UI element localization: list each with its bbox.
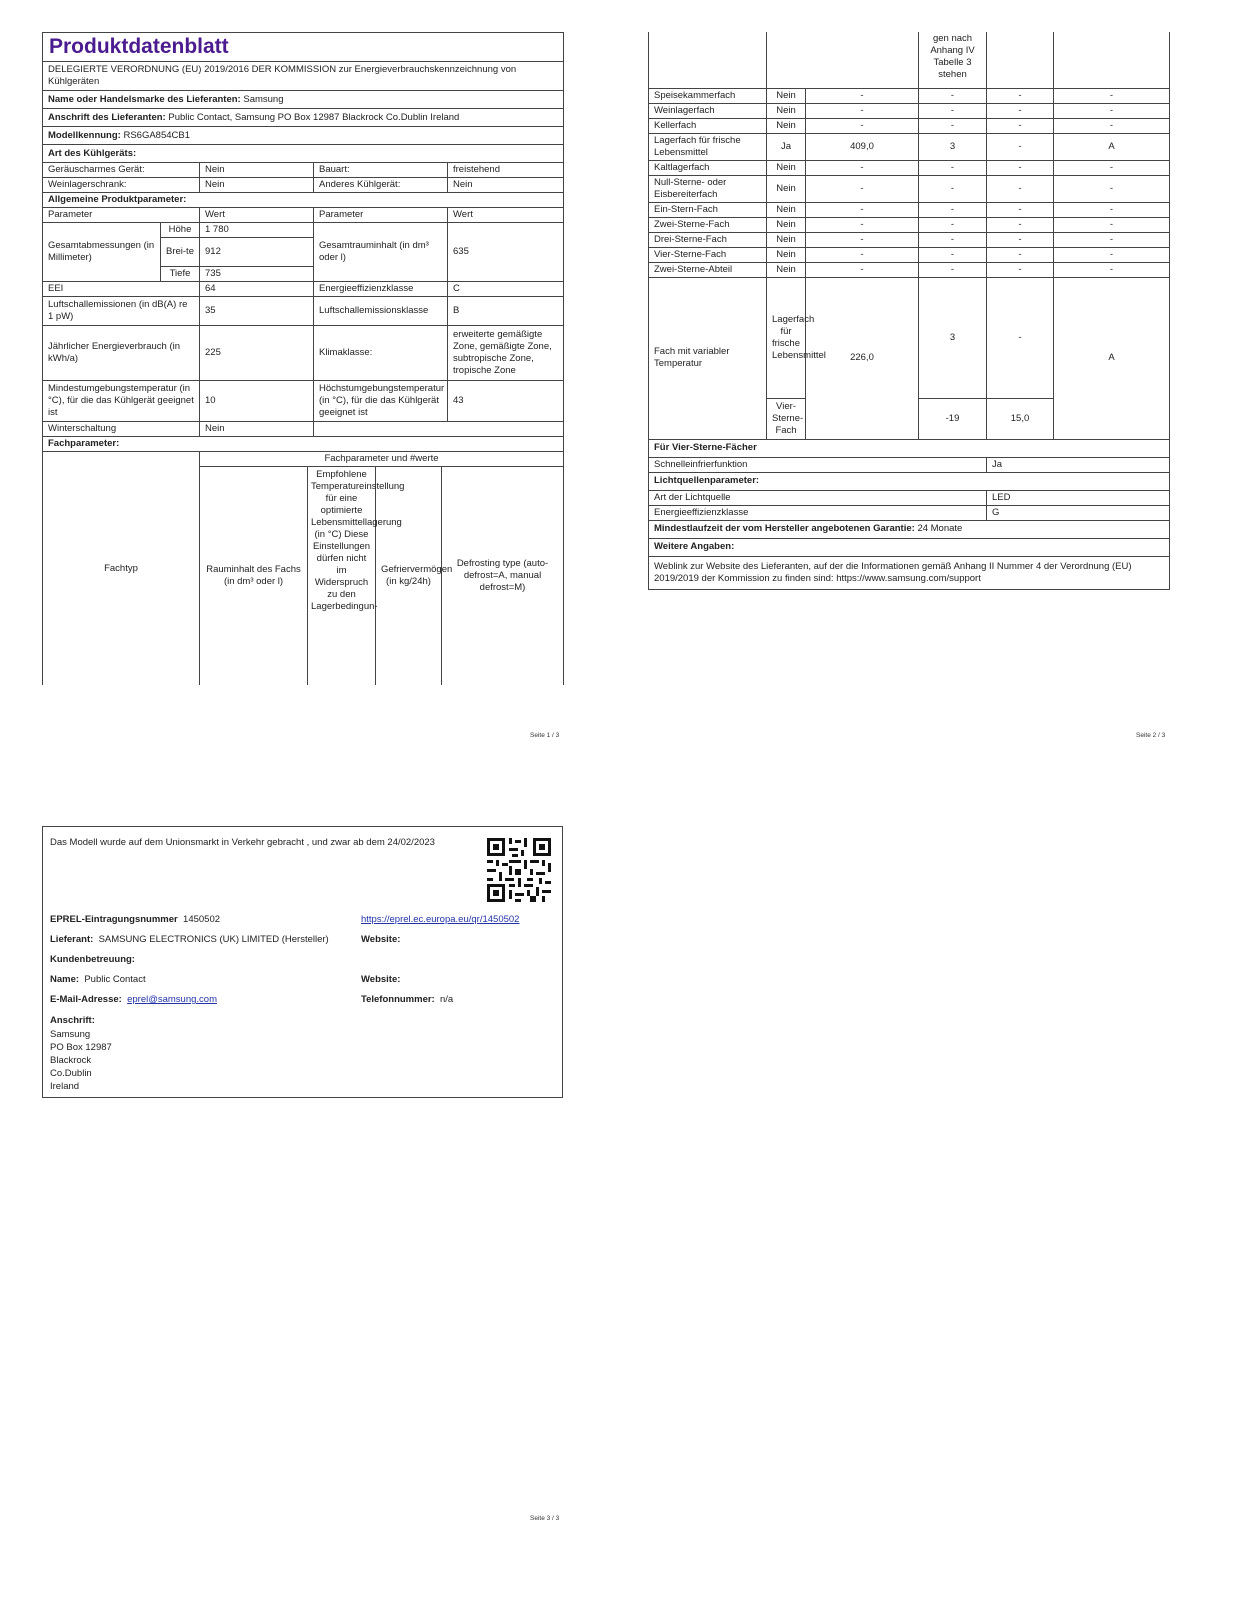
email-link[interactable]: eprel@samsung.com [127,994,217,1005]
compartment-name: Weinlagerfach [649,103,767,118]
winter-empty [314,422,564,437]
cont-temp-text: gen nach Anhang IV Tabelle 3 stehen [919,32,987,88]
compartment-row [649,133,1170,160]
compartment-name: Zwei-Sterne-Abteil [649,262,767,277]
noise-class-value: B [448,297,564,326]
compartment-name: Vier-Sterne-Fach [649,247,767,262]
compartment-freeze: - [987,160,1054,175]
cont-empty-2 [767,32,919,88]
compartment-defrost: - [1054,232,1170,247]
h-fachtyp: Fachtyp [43,452,200,686]
variable-sub1-temp: 3 [919,277,987,398]
compartment-volume: - [806,118,919,133]
address-line: Blackrock [50,1055,92,1066]
annual-value: 225 [200,326,314,381]
col-header-value-2: Wert [448,208,564,223]
compartment-name: Kellerfach [649,118,767,133]
volume-label: Gesamtrauminhalt (in dm³ oder l) [314,223,448,282]
page-2-footer: Seite 2 / 3 [1136,732,1166,739]
model-row: Modellkennung: RS6GA854CB1 [43,127,564,145]
eei-value: 64 [200,282,314,297]
compartment-row [649,202,1170,217]
compartment-row [649,88,1170,103]
climate-label: Klimaklasse: [314,326,448,381]
address-line: PO Box 12987 [50,1042,112,1053]
compartment-present: Nein [767,262,806,277]
compartment-table [648,32,1170,590]
compartment-row [649,262,1170,277]
climate-value: erweiterte gemäßigte Zone, gemäßigte Zone, subtropische Zone, tropische Zone [448,326,564,381]
compartment-temp: - [919,88,987,103]
h-temp: Empfohlene Temperatureinstellung für eine optimierte Lebensmittellagerung (in °C) Diese Einstellungen dürfen nicht im Widerspruch zu den Lagerbedingun- [308,467,376,686]
compartment-present: Nein [767,217,806,232]
page-1-footer: Seite 1 / 3 [530,732,560,739]
max-temp-value: 43 [448,381,564,422]
address-line: Samsung [50,1029,91,1040]
compartment-temp: - [919,262,987,277]
compartment-name: Zwei-Sterne-Fach [649,217,767,232]
compartment-defrost: - [1054,160,1170,175]
four-star-heading: Für Vier-Sterne-Fächer [649,439,1170,457]
variable-sub1-freeze: - [987,277,1054,398]
col-header-value: Wert [200,208,314,223]
fast-freeze-value: Ja [987,457,1170,472]
compartment-temp: - [919,175,987,202]
low-noise-label: Geräuscharmes Gerät: [43,163,200,178]
compartment-volume: - [806,175,919,202]
cont-empty-3 [987,32,1054,88]
compartment-row [649,160,1170,175]
regulation-text: DELEGIERTE VERORDNUNG (EU) 2019/2016 DER KOMMISSION zur Energieverbrauchskennzeichnung von Kühlgeräten [43,62,564,91]
light-class-value: G [987,505,1170,520]
col-header-param-2: Parameter [314,208,448,223]
compartment-freeze: - [987,202,1054,217]
noise-label: Luftschallemissionen (in dB(A) re 1 pW) [43,297,200,326]
compartment-temp: 3 [919,133,987,160]
address-label: Anschrift: [50,1015,95,1026]
variable-sub2: Vier-Sterne-Fach [767,398,806,439]
qr-code-icon [485,836,553,904]
guarantee-row: Mindestlaufzeit der vom Hersteller angebotenen Garantie: 24 Monate [649,520,1170,538]
other-label: Anderes Kühlgerät: [314,178,448,193]
compartment-freeze: - [987,262,1054,277]
supplier-row: Name oder Handelsmarke des Lieferanten: Samsung [43,91,564,109]
compartment-temp: - [919,247,987,262]
compartment-freeze: - [987,103,1054,118]
light-class-label: Energieeffizienzklasse [649,505,987,520]
address-lines [50,1028,112,1093]
annual-label: Jährlicher Energieverbrauch (in kWh/a) [43,326,200,381]
winter-label: Winterschaltung [43,422,200,437]
page-1 [42,32,563,685]
noise-class-label: Luftschallemissionsklasse [314,297,448,326]
page-3-footer: Seite 3 / 3 [530,1515,560,1522]
supplier-row: Lieferant: SAMSUNG ELECTRONICS (UK) LIMITED (Hersteller) [50,934,329,945]
compartment-row [649,232,1170,247]
compartment-temp: - [919,232,987,247]
compartment-row [649,217,1170,232]
compartment-freeze: - [987,88,1054,103]
compartment-defrost: - [1054,118,1170,133]
compartment-volume: - [806,202,919,217]
depth-value: 735 [200,267,314,282]
compartment-freeze: - [987,232,1054,247]
variable-defrost: A [1054,277,1170,439]
compartment-present: Nein [767,175,806,202]
height-label: Höhe [161,223,200,238]
comp-group-header: Fachparameter und #werte [200,452,564,467]
market-text: Das Modell wurde auf dem Unionsmarkt in Verkehr gebracht , und zwar ab dem 24/02/2023 [50,837,435,848]
cont-empty-1 [649,32,767,88]
eclass-value: C [448,282,564,297]
compartment-present: Nein [767,247,806,262]
eei-label: EEI [43,282,200,297]
width-label: Brei-te [161,238,200,267]
page-2 [648,32,1169,590]
compartment-present: Nein [767,202,806,217]
wine-label: Weinlagerschrank: [43,178,200,193]
compartment-name: Drei-Sterne-Fach [649,232,767,247]
compartment-defrost: - [1054,88,1170,103]
email-row: E-Mail-Adresse: eprel@samsung.com [50,994,217,1005]
compartment-present: Ja [767,133,806,160]
compartment-freeze: - [987,133,1054,160]
compartment-defrost: - [1054,217,1170,232]
compartment-name: Null-Sterne- oder Eisbereiterfach [649,175,767,202]
compartment-volume: - [806,88,919,103]
eprel-row: EPREL-Eintragungsnummer 1450502 [50,914,221,925]
compartment-volume: - [806,217,919,232]
variable-vol: 226,0 [806,277,919,439]
compartment-defrost: - [1054,103,1170,118]
compartment-freeze: - [987,247,1054,262]
variable-sub2-freeze: 15,0 [987,398,1054,439]
eprel-link[interactable]: https://eprel.ec.europa.eu/qr/1450502 [361,914,520,925]
compartment-volume: - [806,232,919,247]
contact-name-row: Name: Public Contact [50,974,146,985]
compartment-row [649,175,1170,202]
max-temp-label: Höchstumgebungstemperatur (in °C), für die das Kühlgerät geeignet ist [314,381,448,422]
dims-label: Gesamtabmessungen (in Millimeter) [43,223,161,282]
compartment-name: Lagerfach für frische Lebensmittel [649,133,767,160]
design-value: freistehend [448,163,564,178]
address-line: Co.Dublin [50,1068,92,1079]
compartment-temp: - [919,202,987,217]
compartment-freeze: - [987,118,1054,133]
light-type-label: Art der Lichtquelle [649,490,987,505]
variable-sub1: Lagerfach für frische Lebensmittel [767,277,806,398]
design-label: Bauart: [314,163,448,178]
winter-value: Nein [200,422,314,437]
website-label: Website: [361,934,401,945]
compartment-name: Speisekammerfach [649,88,767,103]
document-title: Produktdatenblatt [43,33,564,62]
compartment-freeze: - [987,217,1054,232]
compartment-defrost: A [1054,133,1170,160]
compartment-present: Nein [767,118,806,133]
compartment-defrost: - [1054,262,1170,277]
noise-value: 35 [200,297,314,326]
compartment-volume: - [806,247,919,262]
min-temp-value: 10 [200,381,314,422]
type-heading: Art des Kühlgeräts: [43,145,564,163]
compartment-row [649,118,1170,133]
compartment-row [649,247,1170,262]
compartment-present: Nein [767,103,806,118]
compartment-temp: - [919,160,987,175]
compartment-defrost: - [1054,175,1170,202]
low-noise-value: Nein [200,163,314,178]
col-header-param: Parameter [43,208,200,223]
compartment-name: Ein-Stern-Fach [649,202,767,217]
comp-heading: Fachparameter: [43,437,564,452]
depth-label: Tiefe [161,267,200,282]
compartment-present: Nein [767,232,806,247]
weblink-text: Weblink zur Website des Lieferanten, auf der die Informationen gemäß Anhang II Nummer 4 der Verordnung (EU) 2019/2019 der Kommission zu finden sind: https://www.samsung.com/support [649,556,1170,589]
h-defrost: Defrosting type (auto-defrost=A, manual defrost=M) [442,467,564,686]
compartment-present: Nein [767,88,806,103]
width-value: 912 [200,238,314,267]
compartment-volume: - [806,262,919,277]
further-heading: Weitere Angaben: [649,538,1170,556]
compartment-defrost: - [1054,247,1170,262]
volume-value: 635 [448,223,564,282]
compartment-temp: - [919,118,987,133]
compartment-defrost: - [1054,202,1170,217]
wine-value: Nein [200,178,314,193]
compartment-volume: 409,0 [806,133,919,160]
compartment-temp: - [919,217,987,232]
compartment-volume: - [806,160,919,175]
compartment-volume: - [806,103,919,118]
general-heading: Allgemeine Produktparameter: [43,193,564,208]
eclass-label: Energieeffizienzklasse [314,282,448,297]
compartment-freeze: - [987,175,1054,202]
light-type-value: LED [987,490,1170,505]
address-line: Ireland [50,1081,80,1092]
other-value: Nein [448,178,564,193]
light-heading: Lichtquellenparameter: [649,472,1170,490]
cont-empty-4 [1054,32,1170,88]
variable-label: Fach mit variabler Temperatur [649,277,767,439]
datasheet-table-page1 [42,32,564,452]
comp-header-table [42,451,564,685]
compartment-temp: - [919,103,987,118]
fast-freeze-label: Schnelleinfrierfunktion [649,457,987,472]
phone-row: Telefonnummer: n/a [361,994,454,1005]
h-volume: Rauminhalt des Fachs (in dm³ oder l) [200,467,308,686]
height-value: 1 780 [200,223,314,238]
compartment-name: Kaltlagerfach [649,160,767,175]
variable-sub2-temp: -19 [919,398,987,439]
address-row: Anschrift des Lieferanten: Public Contact, Samsung PO Box 12987 Blackrock Co.Dublin Ireland [43,109,564,127]
compartment-row [649,103,1170,118]
h-freeze: Gefriervermögen (in kg/24h) [376,467,442,686]
customer-heading: Kundenbetreuung: [50,954,135,965]
website2-label: Website: [361,974,401,985]
compartment-present: Nein [767,160,806,175]
page-3 [42,826,563,1098]
min-temp-label: Mindestumgebungstemperatur (in °C), für die das Kühlgerät geeignet ist [43,381,200,422]
